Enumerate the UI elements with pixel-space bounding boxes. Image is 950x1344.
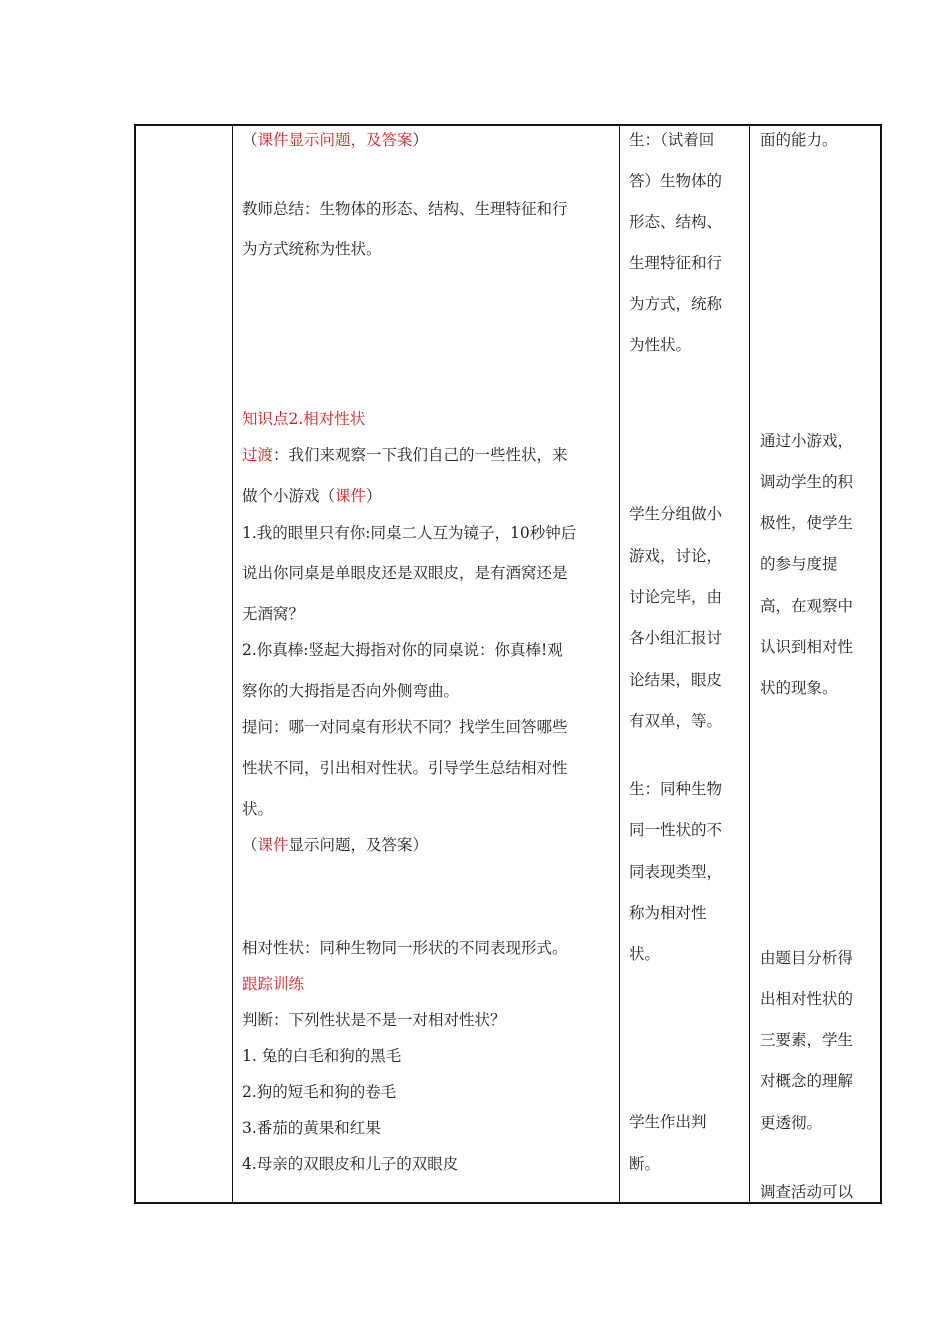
text-line: 同表现类型，: [629, 863, 723, 881]
text-line: 为性状。: [629, 336, 692, 354]
text-line: 出相对性状的: [760, 990, 854, 1008]
text-line: （课件显示问题，及答案）: [242, 131, 429, 149]
knowledge-point-heading: 知识点2.相对性状: [242, 410, 366, 428]
text-line: 生：（试着回: [629, 131, 715, 149]
text-line: 极性，使学生: [760, 514, 854, 532]
text-line: 1.我的眼里只有你:同桌二人互为镜子，10秒钟后: [242, 524, 577, 542]
text-line: 察你的大拇指是否向外侧弯曲。: [242, 682, 460, 700]
text-line: 高，在观察中: [760, 597, 854, 615]
text-line: 生理特征和行: [629, 254, 723, 272]
text-line: 生：同种生物: [629, 780, 723, 798]
text-line: 的参与度提: [760, 555, 838, 573]
text-line: 学生作出判: [629, 1113, 707, 1131]
text-line: 各小组汇报讨: [629, 629, 723, 647]
text-line: 无酒窝？: [242, 605, 305, 623]
text-line: 为方式，统称: [629, 295, 723, 313]
text-line: 论结果，眼皮: [629, 671, 723, 689]
text-line: 称为相对性: [629, 904, 707, 922]
text-line: 通过小游戏，: [760, 432, 854, 450]
text-line: 性状不同，引出相对性状。引导学生总结相对性: [242, 759, 568, 777]
list-item: 3.番茄的黄果和红果: [242, 1119, 381, 1137]
text-line: 做个小游戏（课件）: [242, 487, 382, 505]
text-line: 为方式统称为性状。: [242, 240, 382, 258]
list-item: 4.母亲的双眼皮和儿子的双眼皮: [242, 1155, 459, 1173]
text-line: （课件显示问题，及答案）: [242, 836, 429, 854]
list-item: 1. 兔的白毛和狗的黑毛: [242, 1047, 402, 1065]
section-column: [136, 126, 232, 1202]
text-line: 同一性状的不: [629, 821, 723, 839]
text-line: 状。: [629, 945, 661, 963]
text-line: 断。: [629, 1155, 661, 1173]
text-line: 说出你同桌是单眼皮还是双眼皮，是有酒窝还是: [242, 564, 568, 582]
text-line: 更透彻。: [760, 1114, 823, 1132]
definition-line: 相对性状：同种生物同一形状的不同表现形式。: [242, 939, 568, 957]
student-activity-cell: [620, 126, 749, 1202]
text-line: 三要素，学生: [760, 1031, 854, 1049]
text-line: 面的能力。: [760, 131, 838, 149]
text-line: 讨论完毕，由: [629, 588, 723, 606]
text-line: 状的现象。: [760, 679, 838, 697]
text-line: 由题目分析得: [760, 949, 854, 967]
text-line: 答）生物体的: [629, 172, 723, 190]
text-line: 提问：哪一对同桌有形状不同？找学生回答哪些: [242, 718, 568, 736]
text-line: 过渡：我们来观察一下我们自己的一些性状，来: [242, 446, 568, 464]
text-line: 调查活动可以: [760, 1183, 854, 1201]
text-line: 游戏，讨论，: [629, 547, 723, 565]
text-line: 判断：下列性状是不是一对相对性状？: [242, 1011, 506, 1029]
text-line: 调动学生的积: [760, 473, 854, 491]
text-line: 学生分组做小: [629, 505, 723, 523]
design-intent-cell: [750, 126, 880, 1202]
text-line: 2.你真棒:竖起大拇指对你的同桌说：你真棒!观: [242, 641, 563, 659]
text-line: 状。: [242, 800, 274, 818]
exercise-heading: 跟踪训练: [242, 975, 305, 993]
text-line: 形态、结构、: [629, 213, 723, 231]
teacher-activity-cell: [233, 126, 619, 1202]
lesson-plan-table: [134, 124, 882, 1204]
text-line: 教师总结：生物体的形态、结构、生理特征和行: [242, 200, 568, 218]
list-item: 2.狗的短毛和狗的卷毛: [242, 1083, 397, 1101]
text-line: 认识到相对性: [760, 638, 854, 656]
text-line: 有双单，等。: [629, 712, 723, 730]
text-line: 对概念的理解: [760, 1072, 854, 1090]
